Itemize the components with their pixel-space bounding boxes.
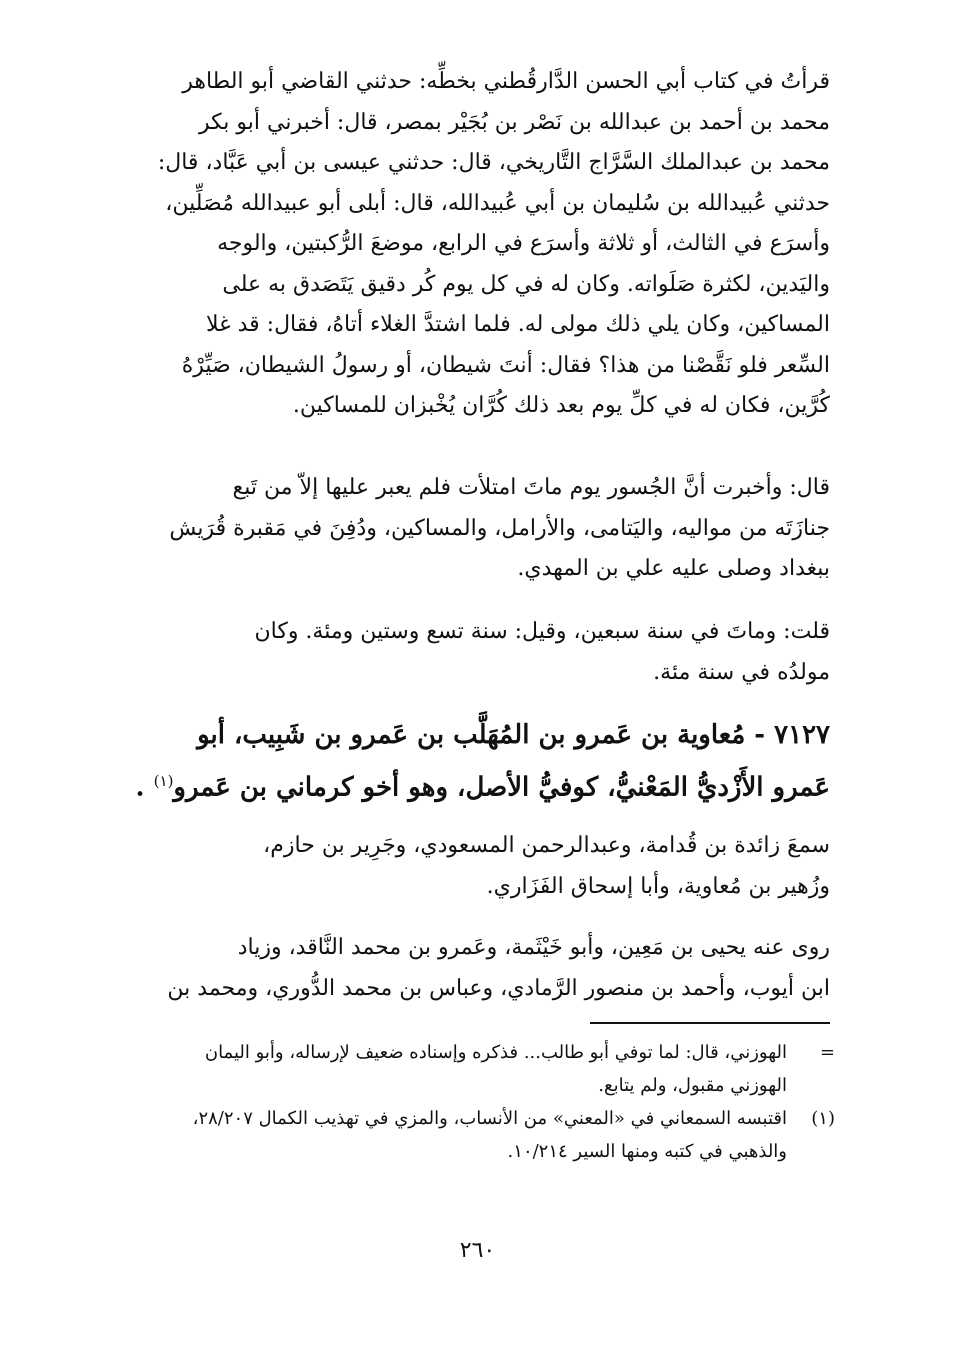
biography-entry-heading [122, 712, 830, 811]
footnote-mark: (١) [811, 1108, 835, 1129]
text-line: حدثني عُبيدالله بن سُليمان بن أبي عُبيدالله، قال: أبلى أبو عبيدالله مُصَلِّين، [165, 190, 830, 216]
text-line: وزُهير بن مُعاوية، وأبا إسحاق الفَزَاري. [486, 873, 830, 899]
entry-title-end: . [135, 772, 154, 803]
text-line: كُرَّين، فكان له في كلِّ يوم بعد ذلك كُرَّان يُخْبزان للمساكين. [292, 393, 830, 418]
paragraph-2 [122, 468, 830, 590]
paragraph-4 [122, 826, 830, 907]
text-line: المساكين، وكان يلي ذلك مولى له. فلما اشتدَّ الغلاء أتاهُ، فقال: قد غلا [205, 312, 830, 337]
text-line: السِّعر فلو نَقَّصْنا من هذا؟ فقال: أنتَ شيطان، أو رسولُ الشيطان، صَيِّرْهُ [181, 352, 830, 378]
text-line: محمد بن أحمد بن عبدالله بن نَصْر بن بُجَيْر بمصر، قال: أخبرني أبو بكر [198, 109, 830, 135]
paragraph-3 [122, 612, 830, 693]
footnote-mark: = [819, 1042, 835, 1063]
text-line: محمد بن عبدالملك السَّرَّاج التَّاريخي، قال: حدثني عيسى بن أبي عَبَّاد، قال: [157, 150, 830, 175]
text-line: قال: وأخبرت أنَّ الجُسور يوم ماتَ امتلأت فلم يعبر عليها إلاّ من تَبع [232, 475, 830, 500]
entry-title-part-2: عَمرو الأَزْديُّ المَعْنيُّ، كوفيُّ الأصل، وهو أخو كرماني بن عَمرو [173, 772, 830, 803]
entry-heading-line [122, 712, 830, 758]
footnote-1 [115, 1102, 835, 1168]
text-line: وأسرَع في الثالث، أو ثلاثة وأسرَع في الرابع، موضعَ الرُّكبتين، والوجه [217, 231, 830, 256]
text-line: جنازَتَه من مواليه، واليَتامى، والأرامل، والمساكين، ودُفِنَ في مَقبرة قُرَيش [169, 515, 830, 541]
footnote-separator [590, 1022, 830, 1024]
paragraph-5 [122, 928, 830, 1009]
page-number: ٢٦٠ [459, 1238, 496, 1263]
text-line: مولدُه في سنة مئة. [653, 659, 830, 685]
text-line: قلت: وماتَ في سنة سبعين، وقيل: سنة تسع وستين ومئة. وكان [254, 619, 830, 644]
text-line: سمعَ زائدة بن قُدامة، وعبدالرحمن المسعودي، وجَرِير بن حازم، [263, 833, 830, 858]
text-line: واليَدين، لكثرة صَلَواته. وكان له في كل يوم كُر دقيق يَتَصَدق به على [222, 271, 830, 297]
text-line: ببغداد وصلى عليه علي بن المهدي. [517, 556, 830, 581]
footnote-reference: (١) [153, 772, 174, 790]
text-line: والذهبي في كتبه ومنها السير ١٠/٢١٤. [507, 1141, 787, 1162]
text-line: روى عنه يحيى بن مَعِين، وأبو خَيْثَمة، وعَمرو بن محمد النَّاقد، وزياد [237, 935, 830, 960]
entry-title-part-1: ٧١٢٧ - مُعاوية بن عَمرو بن المُهَلَّب بن عَمرو بن شَبِيب، أبو [197, 720, 830, 750]
paragraph-1 [122, 62, 830, 427]
entry-heading-line [122, 758, 830, 811]
text-line: الهوزني مقبول، ولم يتابع. [598, 1075, 787, 1096]
text-line: قرأتُ في كتاب أبي الحسن الدَّارقُطني بخطِّه: حدثني القاضي أبو الطاهر [182, 69, 830, 94]
text-line: ابن أيوب، وأحمد بن منصور الرَّمادي، وعباس بن محمد الدُّوري، ومحمد بن [167, 975, 830, 1001]
text-line: الهوزني، قال: لما توفي أبو طالب... فذكره وإسناده ضعيف لإرساله، وأبو اليمان [204, 1042, 787, 1063]
footnotes [115, 1036, 835, 1168]
text-line: اقتبسه السمعاني في «المعني» من الأنساب، والمزي في تهذيب الكمال ٢٨/٢٠٧، [192, 1108, 787, 1129]
footnote-text [115, 1102, 787, 1168]
footnote-text [115, 1036, 787, 1102]
footnote-continued [115, 1036, 835, 1102]
